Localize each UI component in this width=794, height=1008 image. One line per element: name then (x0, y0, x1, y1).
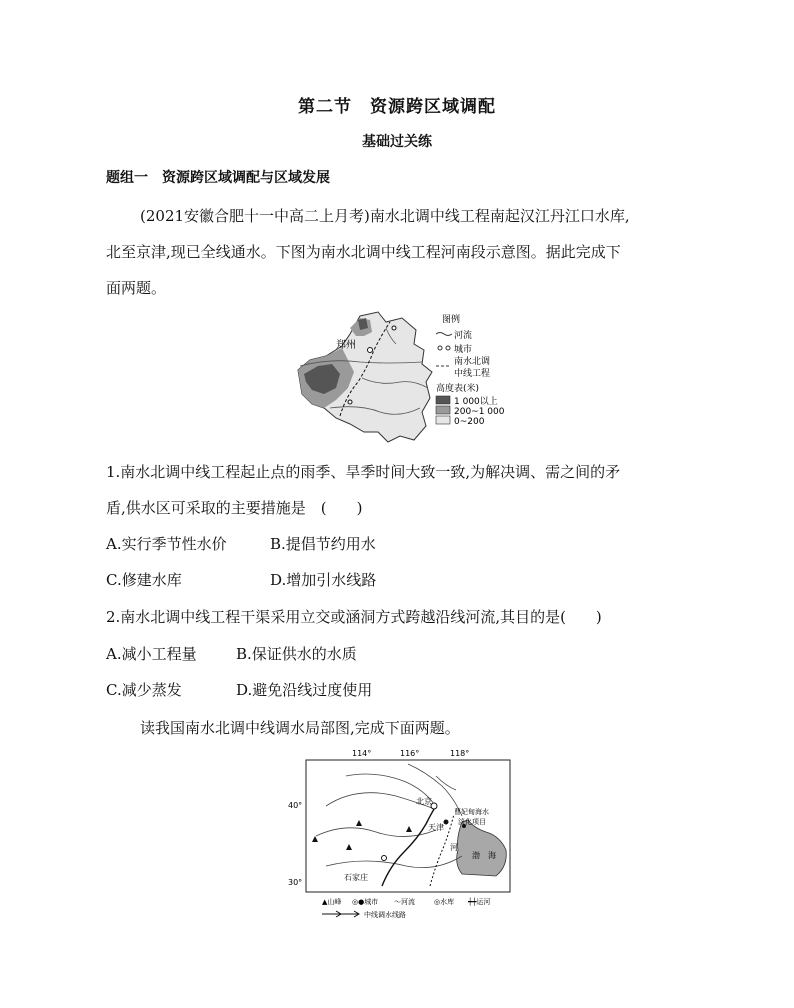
lat-label-30: 30° (288, 878, 303, 887)
q2-option-c: C.减少蒸发 (106, 681, 182, 699)
label-shijiazhuang: 石家庄 (344, 873, 368, 882)
group-heading: 题组一 资源跨区域调配与区域发展 (106, 170, 330, 186)
legend-river: 河流 (454, 331, 473, 341)
henan-route-map (290, 308, 520, 448)
legend-river: ～河流 (394, 898, 415, 906)
henan-province-shape (298, 312, 432, 442)
q1-option-d: D.增加引水线路 (270, 571, 377, 589)
label-beijing: 北京 (416, 797, 432, 806)
q1-option-a: A.实行季节性水价 (106, 535, 227, 553)
label-caofeidian-2: 淡化项目 (458, 818, 486, 826)
legend-route: 中线调水线路 (364, 911, 406, 919)
label-tianjin: 天津 (428, 823, 444, 832)
q1-option-c: C.修建水库 (106, 571, 182, 589)
elevation-swatch-low (436, 416, 450, 424)
elevation-title: 高度表(米) (436, 384, 480, 394)
q2-option-d: D.避免沿线过度使用 (236, 681, 373, 699)
q1-option-b: B.提倡节约用水 (270, 535, 376, 553)
city-dot-zhengzhou (368, 348, 373, 353)
city-legend-icon (446, 346, 450, 350)
lon-label-114: 114° (352, 749, 372, 758)
elevation-label-low: 0~200 (454, 417, 485, 427)
intro-line-3: 面两题。 (106, 279, 167, 297)
q2-option-b: B.保证供水的水质 (236, 645, 357, 663)
city-shijiazhuang-icon (382, 856, 387, 861)
legend-canal: ┿┿运河 (468, 898, 491, 906)
river-legend-icon (436, 333, 452, 336)
legend-reservoir: ◎水库 (434, 898, 455, 906)
elevation-swatch-mid (436, 406, 450, 414)
label-bohai: 渤 海 (472, 851, 496, 860)
city-tianjin-icon (444, 820, 449, 825)
read-instruction: 读我国南水北调中线调水局部图,完成下面两题。 (140, 719, 460, 737)
elevation-label-mid: 200~1 000 (454, 407, 505, 417)
elevation-swatch-high (436, 396, 450, 404)
page-title: 第二节 资源跨区域调配 (298, 97, 496, 117)
lat-label-40: 40° (288, 801, 303, 810)
north-china-route-map (286, 746, 522, 922)
intro-line-1: (2021安徽合肥十一中高二上月考)南水北调中线工程南起汉江丹江口水库, (140, 207, 630, 225)
legend-route-2: 中线工程 (454, 369, 491, 379)
legend-city: 城市 (454, 345, 473, 355)
city-label-zhengzhou: 郑州 (336, 340, 356, 351)
intro-line-2: 北至京津,现已全线通水。下图为南水北调中线工程河南段示意图。据此完成下 (106, 243, 621, 261)
q1-line-2: 盾,供水区可采取的主要措施是 ( ) (106, 499, 363, 517)
legend-peak: ▲山峰 (322, 898, 342, 906)
legend-route-1: 南水北调 (454, 357, 491, 367)
legend-city: ◎●城市 (352, 898, 379, 906)
city-legend-icon (438, 346, 442, 350)
q2-line: 2.南水北调中线工程干渠采用立交或涵洞方式跨越沿线河流,其目的是( ) (106, 608, 602, 626)
legend-title: 图例 (442, 315, 461, 325)
city-dot (392, 326, 396, 330)
label-caofeidian-1: 曹妃甸海水 (454, 808, 489, 816)
section-subtitle: 基础过关练 (362, 134, 432, 150)
q1-line-1: 1.南水北调中线工程起止点的雨季、旱季时间大致一致,为解决调、需之间的矛 (106, 463, 621, 481)
lon-label-118: 118° (450, 749, 470, 758)
q2-option-a: A.减小工程量 (106, 645, 197, 663)
label-river: 河 (450, 843, 458, 852)
city-dot (348, 400, 352, 404)
elevation-label-high: 1 000以上 (454, 397, 498, 407)
lon-label-116: 116° (400, 749, 420, 758)
